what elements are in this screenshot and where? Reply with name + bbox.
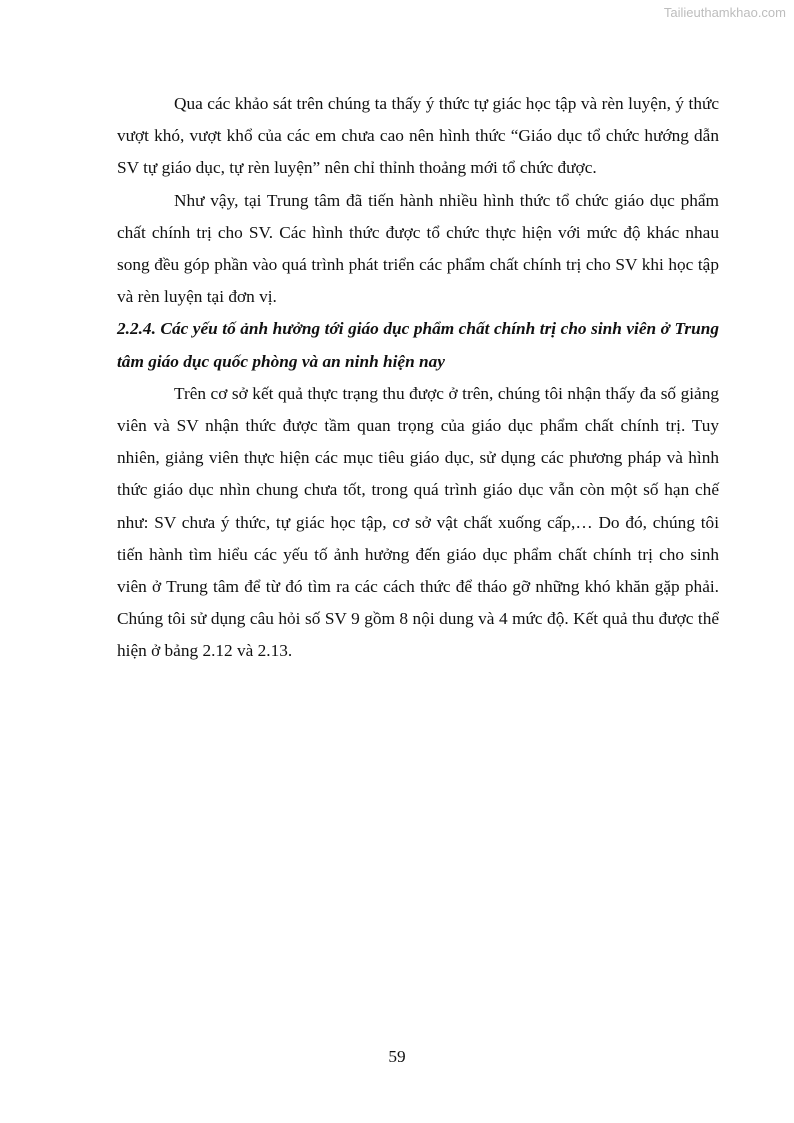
page-number: 59 (388, 1047, 406, 1066)
paragraph-influencing-factors: Trên cơ sở kết quả thực trạng thu được ở trên, chúng tôi nhận thấy đa số giảng viên và SV nhận thức được tầm quan trọng của giáo dục phẩm chất chính trị. Tuy nhiên, giảng viên thực hiện các mục tiêu giáo dục, sử dụng các phương pháp và hình thức giáo dục nhìn chung chưa tốt, trong quá trình giáo dục vẫn còn một số hạn chế như: SV chưa ý thức, tự giác học tập, cơ sở vật chất xuống cấp,… Do đó, chúng tôi tiến hành tìm hiểu các yếu tố ảnh hưởng đến giáo dục phẩm chất chính trị cho sinh viên ở Trung tâm để từ đó tìm ra các cách thức để tháo gỡ những khó khăn gặp phải. Chúng tôi sử dụng câu hỏi số SV 9 gồm 8 nội dung và 4 mức độ. Kết quả thu được thể hiện ở bảng 2.12 và 2.13. (117, 383, 719, 661)
document-body (117, 88, 719, 668)
watermark: Tailieuthamkhao.com (663, 5, 786, 20)
paragraph-survey-conclusion: Qua các khảo sát trên chúng ta thấy ý thức tự giác học tập và rèn luyện, ý thức vượt khó, vượt khổ của các em chưa cao nên hình thức “Giáo dục tổ chức hướng dẫn SV tự giáo dục, tự rèn luyện” nên chỉ thỉnh thoảng mới tổ chức được. (117, 94, 719, 178)
paragraph-forms-summary: Như vậy, tại Trung tâm đã tiến hành nhiều hình thức tổ chức giáo dục phẩm chất chính trị cho SV. Các hình thức được tổ chức thực hiện với mức độ khác nhau song đều góp phần vào quá trình phát triển các phẩm chất chính trị cho SV khi học tập và rèn luyện tại đơn vị. (117, 190, 719, 307)
section-heading: 2.2.4. Các yếu tố ảnh hưởng tới giáo dục phẩm chất chính trị cho sinh viên ở Trung tâm giáo dục quốc phòng và an ninh hiện nay (117, 319, 719, 371)
